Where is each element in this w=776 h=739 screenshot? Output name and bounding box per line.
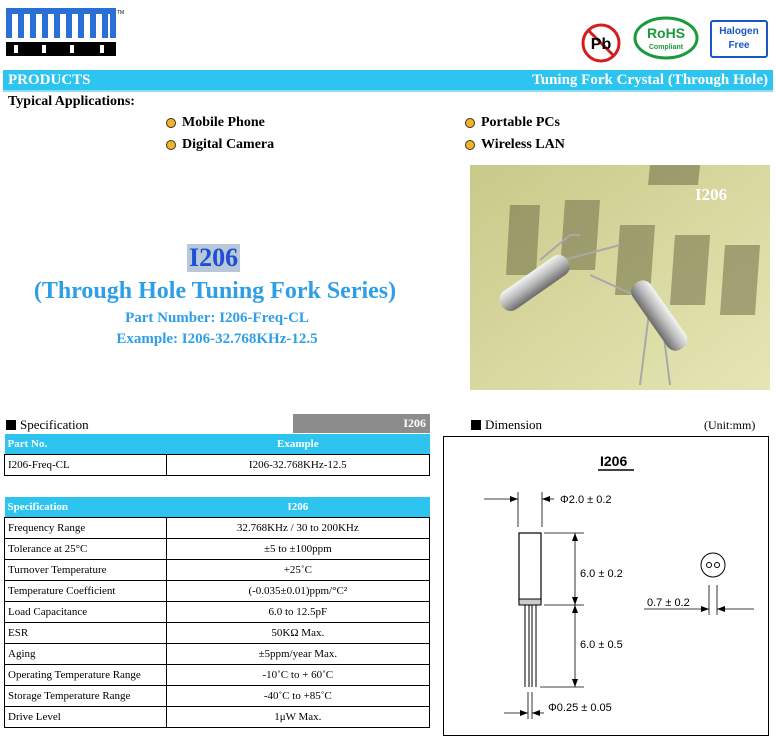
table-header-cell: Part No. — [5, 434, 167, 454]
table-row — [5, 454, 430, 475]
application-item: Digital Camera — [166, 137, 274, 153]
table-row — [5, 706, 430, 727]
table-cell: Aging — [5, 643, 167, 664]
table-cell: Temperature Coefficient — [5, 580, 167, 601]
table-cell: Operating Temperature Range — [5, 664, 167, 685]
table-cell: Drive Level — [5, 706, 167, 727]
table-row — [5, 559, 430, 580]
table-header-cell: I206 — [166, 497, 429, 517]
body-length-label: 6.0 ± 0.2 — [580, 568, 623, 580]
table-cell: Turnover Temperature — [5, 559, 167, 580]
application-item: Wireless LAN — [465, 137, 565, 153]
table-row — [5, 622, 430, 643]
dimension-unit: (Unit:mm) — [704, 418, 756, 432]
table-row — [5, 580, 430, 601]
lead-diameter-label: Φ0.25 ± 0.05 — [548, 702, 612, 714]
application-item: Mobile Phone — [166, 115, 265, 131]
lead-pitch-label: 0.7 ± 0.2 — [647, 597, 690, 609]
table-header-row — [5, 434, 430, 454]
halogen-line1: Halogen — [719, 26, 759, 37]
lead-length-label: 6.0 ± 0.5 — [580, 639, 623, 651]
table-row — [5, 538, 430, 559]
table-header-cell: Specification — [5, 497, 167, 517]
table-cell: Load Capacitance — [5, 601, 167, 622]
diameter-label: Φ2.0 ± 0.2 — [560, 494, 612, 506]
itti-logo — [6, 6, 124, 58]
table-cell: I206-32.768KHz-12.5 — [166, 454, 429, 475]
table-header-cell: Example — [166, 434, 429, 454]
table-row — [5, 643, 430, 664]
halogen-line2: Free — [728, 40, 750, 51]
table-cell: ±5ppm/year Max. — [166, 643, 429, 664]
table-header-row — [5, 497, 430, 517]
lead-free-badge — [580, 22, 622, 64]
bullet-icon — [465, 118, 475, 128]
dimension-drawing — [443, 436, 769, 736]
header-category: Tuning Fork Crystal (Through Hole) — [532, 72, 768, 88]
table-cell: ESR — [5, 622, 167, 643]
table-cell: 6.0 to 12.5pF — [166, 601, 429, 622]
table-row — [5, 664, 430, 685]
bullet-icon — [166, 140, 176, 150]
dimension-model: I206 — [600, 453, 628, 469]
table-cell: -10˚C to + 60˚C — [166, 664, 429, 685]
table-row — [5, 517, 430, 538]
spec-model-bar: I206 — [293, 414, 430, 433]
svg-text:RoHS: RoHS — [646, 25, 686, 41]
svg-text:Compliant: Compliant — [648, 44, 684, 51]
bullet-icon — [166, 118, 176, 128]
table-row — [5, 601, 430, 622]
table-cell: I206-Freq-CL — [5, 454, 167, 475]
square-bullet-icon — [6, 420, 16, 430]
series-code: I206 — [189, 243, 239, 272]
table-cell: Tolerance at 25°C — [5, 538, 167, 559]
series-title: (Through Hole Tuning Fork Series) — [33, 278, 397, 304]
table-cell: 32.768KHz / 30 to 200KHz — [166, 517, 429, 538]
table-row — [5, 685, 430, 706]
halogen-free-badge — [710, 20, 768, 58]
specification-heading: Specification — [6, 417, 89, 433]
square-bullet-icon — [471, 420, 481, 430]
photo-label: I206 — [695, 185, 728, 204]
rohs-badge — [633, 16, 699, 60]
svg-text:TM: TM — [117, 10, 124, 16]
part-number-table — [4, 434, 430, 476]
table-cell: +25˚C — [166, 559, 429, 580]
table-cell: -40˚C to +85˚C — [166, 685, 429, 706]
bullet-icon — [465, 140, 475, 150]
part-number-example: Example: I206-32.768KHz-12.5 — [116, 331, 318, 347]
table-cell: ±5 to ±100ppm — [166, 538, 429, 559]
application-item: Portable PCs — [465, 115, 560, 131]
table-cell: (-0.035±0.01)ppm/°C² — [166, 580, 429, 601]
specification-table — [4, 497, 430, 728]
table-cell: 1μW Max. — [166, 706, 429, 727]
product-photo — [470, 165, 770, 390]
dimension-heading: Dimension — [471, 417, 542, 433]
part-number-format: Part Number: I206-Freq-CL — [125, 310, 309, 326]
table-cell: Storage Temperature Range — [5, 685, 167, 706]
table-cell: Frequency Range — [5, 517, 167, 538]
table-cell: 50KΩ Max. — [166, 622, 429, 643]
applications-title: Typical Applications: — [8, 94, 135, 109]
svg-text:Pb: Pb — [590, 36, 612, 53]
header-products: PRODUCTS — [8, 72, 91, 88]
